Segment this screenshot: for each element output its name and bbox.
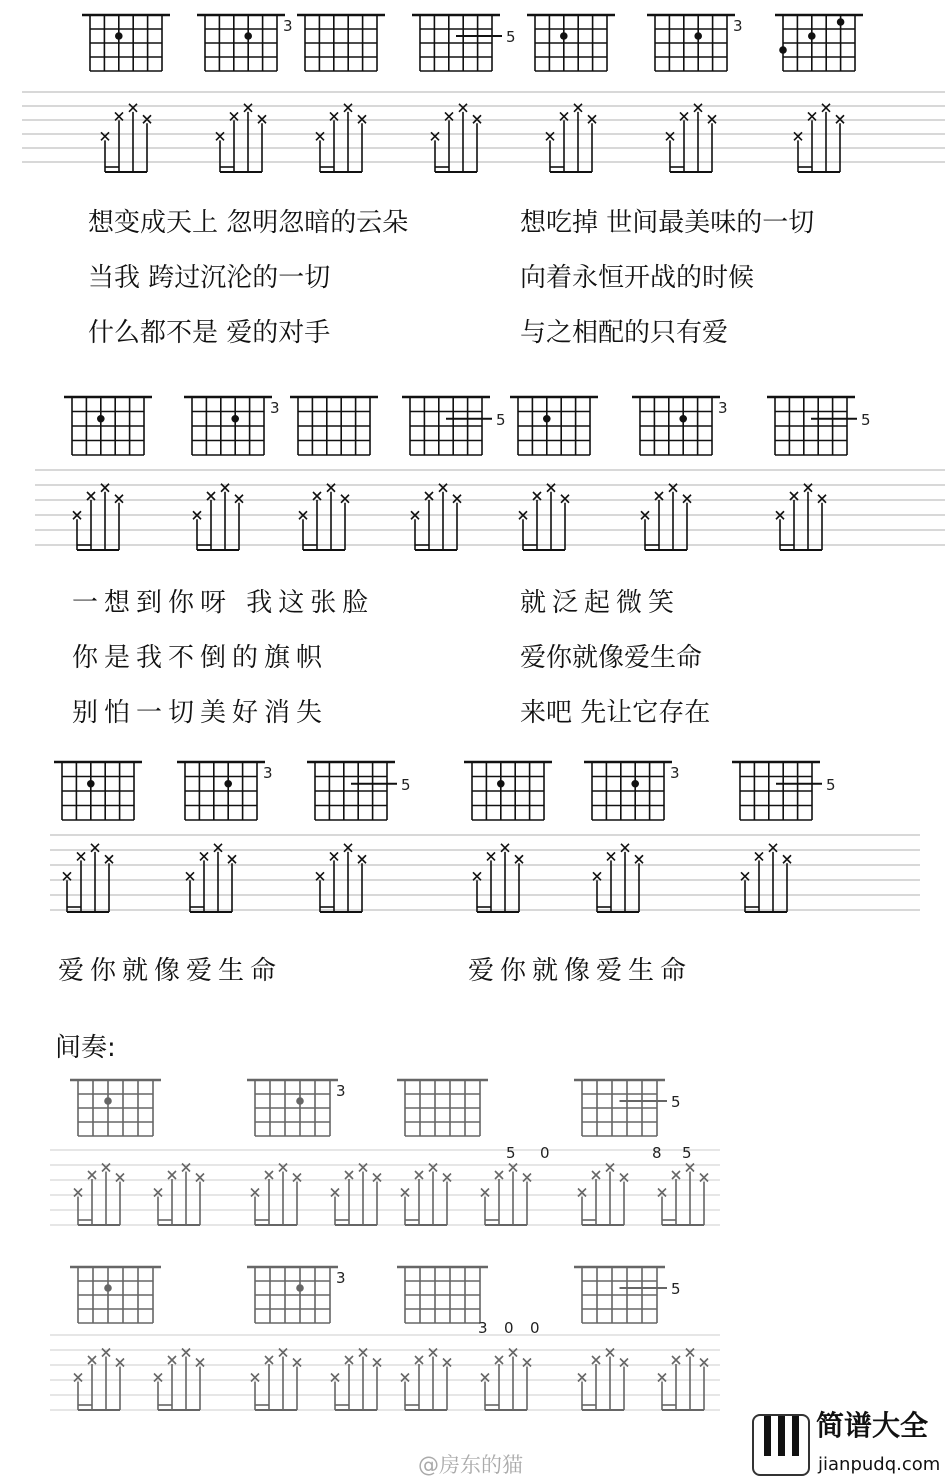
- tab-note-group: [593, 844, 643, 912]
- tab-note-x: [607, 852, 615, 860]
- chord-diagram: [307, 762, 411, 820]
- finger-dot: [779, 46, 787, 54]
- lyric-line: 爱你就像爱生命: [520, 643, 703, 673]
- tab-note-x: [200, 852, 208, 860]
- tab-note-x: [592, 1356, 600, 1364]
- finger-dot: [224, 780, 232, 788]
- tab-note-group: [73, 484, 123, 550]
- tab-note-x: [694, 104, 702, 112]
- tab-note-group: [473, 844, 523, 912]
- chord-diagram: [70, 1080, 161, 1136]
- tab-note-group: [251, 1164, 301, 1226]
- interlude-label: 间奏:: [55, 1033, 116, 1063]
- chord-diagram: [54, 762, 142, 820]
- tab-note-x: [265, 1356, 273, 1364]
- tab-note-x: [672, 1171, 680, 1179]
- tab-note-x: [88, 1356, 96, 1364]
- chord-diagram: [510, 397, 598, 455]
- tab-note-group: [411, 484, 461, 550]
- tab-note-group: [641, 484, 691, 550]
- tab-note-x: [88, 1171, 96, 1179]
- tab-note-group: [776, 484, 826, 550]
- tab-note-x: [101, 132, 109, 140]
- tab-note-x: [593, 872, 601, 880]
- fret-number: 3: [670, 764, 680, 782]
- chord-diagram: [402, 397, 506, 455]
- tab-note-group: [316, 844, 366, 912]
- tab-note-x: [473, 872, 481, 880]
- finger-dot: [837, 18, 845, 26]
- tab-note-group: [331, 1349, 381, 1411]
- chord-diagram: [247, 1080, 346, 1136]
- tab-note-x: [495, 1171, 503, 1179]
- lyric-line: 别怕一切美好消失: [72, 698, 329, 728]
- tab-note-x: [330, 852, 338, 860]
- finger-dot: [543, 415, 551, 423]
- chord-diagram: [397, 1267, 488, 1323]
- finger-dot: [104, 1284, 112, 1292]
- tab-note-x: [105, 855, 113, 863]
- tab-note-x: [77, 852, 85, 860]
- tab-note-x: [316, 872, 324, 880]
- tab-note-x: [546, 132, 554, 140]
- tab-note-x: [214, 844, 222, 852]
- chord-diagram: [70, 1267, 161, 1323]
- finger-dot: [679, 415, 687, 423]
- tab-note-x: [115, 112, 123, 120]
- tab-note-x: [258, 115, 266, 123]
- tab-note-x: [425, 492, 433, 500]
- tab-note-x: [228, 855, 236, 863]
- tab-note-group: [481, 1349, 531, 1411]
- tab-fret-number: 5: [506, 1144, 516, 1162]
- tab-note-x: [588, 115, 596, 123]
- tab-note-group: [658, 1349, 708, 1411]
- tab-note-group: [154, 1164, 204, 1226]
- tab-note-x: [683, 495, 691, 503]
- tab-fret-number: 5: [682, 1144, 692, 1162]
- tab-note-x: [445, 112, 453, 120]
- fret-number: 3: [283, 17, 293, 35]
- chord-diagram: [184, 397, 280, 455]
- chord-diagram: [197, 15, 293, 71]
- fret-number: 5: [861, 410, 871, 429]
- tab-note-x: [313, 492, 321, 500]
- chord-diagram: [412, 15, 516, 71]
- chord-diagram: [290, 397, 378, 455]
- fret-number: 3: [336, 1269, 346, 1287]
- chord-diagram: [527, 15, 615, 71]
- tab-note-x: [344, 104, 352, 112]
- tab-note-x: [560, 112, 568, 120]
- chord-diagram: [632, 397, 728, 455]
- tab-note-x: [808, 112, 816, 120]
- logo-title: 简谱大全: [816, 1409, 929, 1442]
- tab-note-x: [186, 872, 194, 880]
- tab-note-x: [358, 115, 366, 123]
- tab-fret-number: 8: [652, 1144, 662, 1162]
- tab-note-x: [783, 855, 791, 863]
- tab-note-x: [453, 495, 461, 503]
- tab-note-x: [344, 844, 352, 852]
- fret-number: 5: [401, 775, 411, 794]
- chord-diagram: [82, 15, 170, 71]
- fret-number: 3: [270, 399, 280, 417]
- finger-dot: [808, 32, 816, 40]
- finger-dot: [244, 32, 252, 40]
- tab-note-x: [415, 1171, 423, 1179]
- chord-diagram: [732, 762, 836, 820]
- lyric-line: 爱你就像爱生命: [468, 956, 693, 986]
- finger-dot: [231, 415, 239, 423]
- tab-note-x: [358, 855, 366, 863]
- chord-diagram: [767, 397, 871, 455]
- tab-note-x: [515, 855, 523, 863]
- lyric-line: 就泛起微笑: [520, 588, 681, 618]
- tab-note-x: [769, 844, 777, 852]
- lyric-line: 你是我不倒的旗帜: [72, 643, 329, 673]
- tab-note-x: [561, 495, 569, 503]
- tab-note-x: [115, 495, 123, 503]
- tab-note-x: [431, 132, 439, 140]
- tab-note-x: [592, 1171, 600, 1179]
- chord-diagram: [177, 762, 273, 820]
- fret-number: 3: [718, 399, 728, 417]
- tab-note-x: [755, 852, 763, 860]
- finger-dot: [560, 32, 568, 40]
- tab-note-x: [87, 492, 95, 500]
- tab-note-group: [331, 1164, 381, 1226]
- tab-note-x: [708, 115, 716, 123]
- tab-note-group: [401, 1349, 451, 1411]
- tab-note-x: [230, 112, 238, 120]
- tab-note-x: [818, 495, 826, 503]
- tab-note-x: [415, 1356, 423, 1364]
- tab-note-group: [401, 1164, 451, 1226]
- tab-note-x: [345, 1356, 353, 1364]
- lyric-line: 一想到你呀 我这张脸: [72, 588, 375, 618]
- lyric-line: 什么都不是 爱的对手: [88, 318, 331, 348]
- tab-note-x: [168, 1171, 176, 1179]
- fret-number: 5: [826, 775, 836, 794]
- lyric-line: 爱你就像爱生命: [58, 956, 283, 986]
- tab-note-group: [186, 844, 236, 912]
- finger-dot: [631, 780, 639, 788]
- tab-note-group: [154, 1349, 204, 1411]
- lyric-line: 想变成天上 忽明忽暗的云朵: [88, 208, 409, 238]
- tab-note-group: [578, 1164, 628, 1226]
- piano-icon: [752, 1414, 810, 1476]
- finger-dot: [97, 415, 105, 423]
- finger-dot: [694, 32, 702, 40]
- fret-number: 5: [671, 1280, 681, 1298]
- tab-note-group: [741, 844, 791, 912]
- fret-number: 3: [733, 17, 743, 35]
- tab-note-group: [658, 1164, 708, 1226]
- tab-note-x: [216, 132, 224, 140]
- lyric-line: 想吃掉 世间最美味的一切: [520, 208, 815, 238]
- tab-note-x: [341, 495, 349, 503]
- tab-fret-number: 0: [504, 1319, 514, 1337]
- tab-note-x: [473, 115, 481, 123]
- fret-number: 5: [506, 28, 516, 46]
- lyric-line: 来吧 先让它存在: [520, 698, 711, 728]
- tab-note-x: [235, 495, 243, 503]
- tab-note-group: [193, 484, 243, 550]
- fret-number: 3: [263, 764, 273, 782]
- chord-diagram: [397, 1080, 488, 1136]
- fret-number: 5: [496, 410, 506, 429]
- tab-note-x: [790, 492, 798, 500]
- tab-note-x: [129, 104, 137, 112]
- tab-note-x: [635, 855, 643, 863]
- logo-url: jianpudq.com: [818, 1454, 941, 1475]
- chord-diagram: [574, 1267, 681, 1323]
- tab-note-x: [741, 872, 749, 880]
- tab-note-x: [459, 104, 467, 112]
- lyric-line: 向着永恒开战的时候: [520, 263, 755, 293]
- tab-note-x: [574, 104, 582, 112]
- tab-note-x: [143, 115, 151, 123]
- tab-note-group: [63, 844, 113, 912]
- finger-dot: [115, 32, 123, 40]
- finger-dot: [104, 1097, 112, 1105]
- tab-note-group: [251, 1349, 301, 1411]
- chord-diagram: [464, 762, 552, 820]
- fret-number: 5: [671, 1093, 681, 1111]
- tab-note-group: [74, 1349, 124, 1411]
- finger-dot: [497, 780, 505, 788]
- fret-number: 3: [336, 1082, 346, 1100]
- finger-dot: [296, 1284, 304, 1292]
- tab-note-group: [74, 1164, 124, 1226]
- tab-note-x: [487, 852, 495, 860]
- tab-note-x: [533, 492, 541, 500]
- tab-note-x: [822, 104, 830, 112]
- tab-note-x: [345, 1171, 353, 1179]
- tab-note-group: [578, 1349, 628, 1411]
- tab-fret-number: 0: [540, 1144, 550, 1162]
- chord-diagram: [297, 15, 385, 71]
- chord-diagram: [775, 15, 863, 71]
- tab-note-x: [495, 1356, 503, 1364]
- chord-diagram: [584, 762, 680, 820]
- tab-note-x: [207, 492, 215, 500]
- tab-fret-number: 3: [478, 1319, 488, 1337]
- tab-note-group: [299, 484, 349, 550]
- tab-note-x: [836, 115, 844, 123]
- tab-note-x: [794, 132, 802, 140]
- finger-dot: [296, 1097, 304, 1105]
- lyric-line: 当我 跨过沉沦的一切: [88, 263, 331, 293]
- tab-note-x: [330, 112, 338, 120]
- chord-diagram: [247, 1267, 346, 1323]
- chord-diagram: [647, 15, 743, 71]
- site-logo: [752, 1410, 948, 1480]
- tab-note-x: [63, 872, 71, 880]
- tab-note-x: [501, 844, 509, 852]
- tab-fret-number: 0: [530, 1319, 540, 1337]
- finger-dot: [87, 780, 95, 788]
- tab-note-group: [481, 1164, 531, 1226]
- tab-note-x: [680, 112, 688, 120]
- tab-note-group: [519, 484, 569, 550]
- tab-note-x: [621, 844, 629, 852]
- tab-note-x: [672, 1356, 680, 1364]
- tab-note-x: [666, 132, 674, 140]
- chord-diagram: [64, 397, 152, 455]
- chord-diagram: [574, 1080, 681, 1136]
- lyric-line: 与之相配的只有爱: [520, 318, 729, 348]
- tab-note-x: [244, 104, 252, 112]
- tab-note-x: [655, 492, 663, 500]
- tab-note-x: [316, 132, 324, 140]
- watermark: @房东的猫: [418, 1453, 523, 1477]
- tab-note-x: [91, 844, 99, 852]
- tab-note-x: [168, 1356, 176, 1364]
- tab-note-x: [265, 1171, 273, 1179]
